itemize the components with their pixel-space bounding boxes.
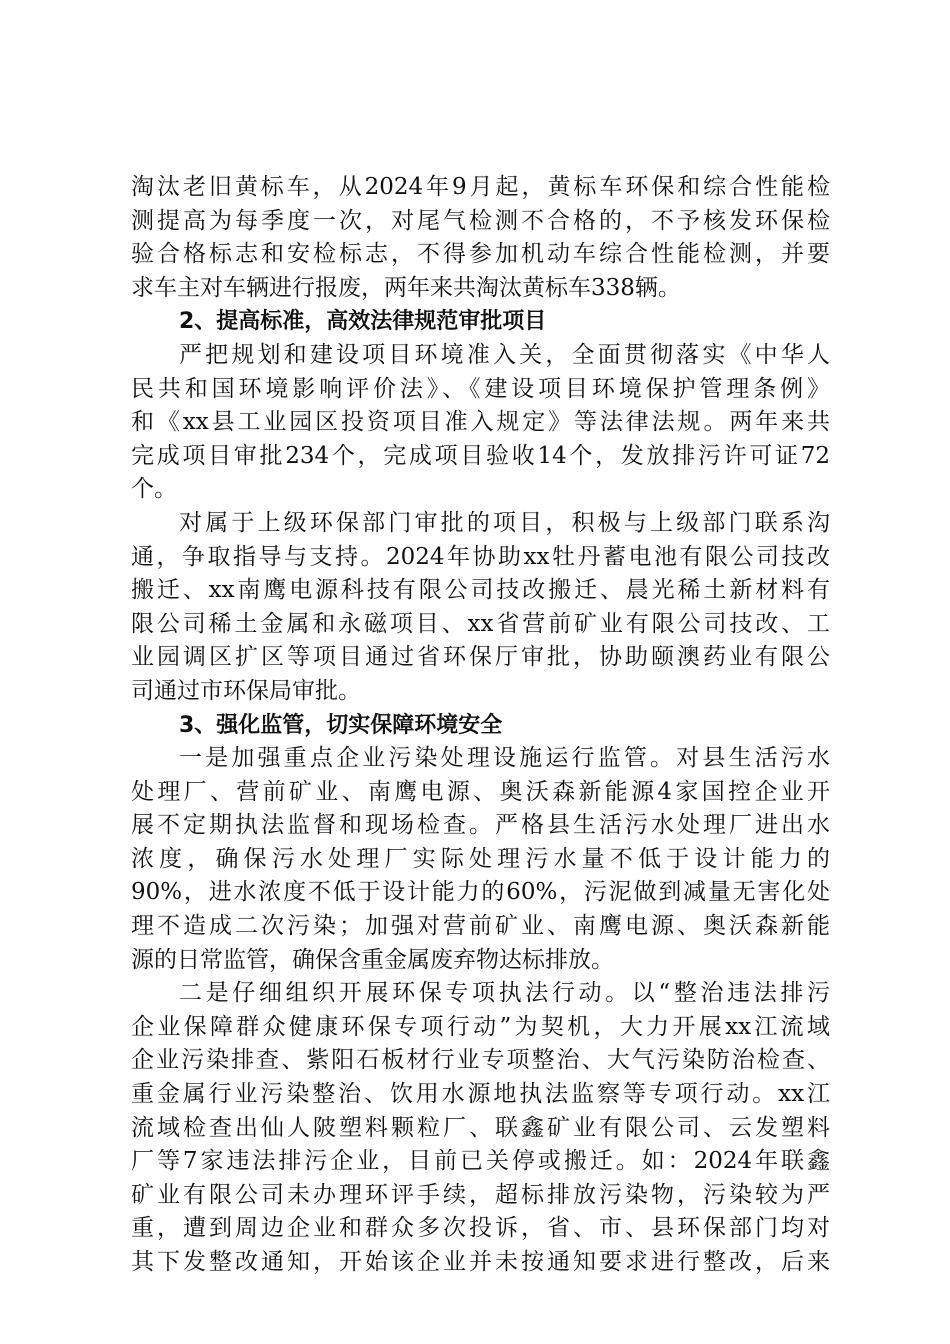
- text-line: 业园调区扩区等项目通过省环保厅审批，协助颐澳药业有限公: [131, 644, 830, 671]
- text-line: 90%，进水浓度不低于设计能力的60%，污泥做到减量无害化处: [131, 879, 830, 906]
- text-line: 和《xx县工业园区投资项目准入规定》等法律法规。两年来共: [131, 409, 830, 436]
- paragraph-last-line: 司通过市环保局审批。: [131, 677, 361, 704]
- text-line: 理不造成二次污染；加强对营前矿业、南鹰电源、奥沃森新能: [131, 913, 830, 940]
- paragraph-last-line: 源的日常监管，确保含重金属废弃物达标排放。: [131, 946, 614, 973]
- text-line: 淘汰老旧黄标车，从2024年9月起，黄标车环保和综合性能检: [131, 174, 830, 200]
- text-line: 企业污染排查、紫阳石板材行业专项整治、大气污染防治检查、: [131, 1047, 830, 1074]
- text-line: 测提高为每季度一次，对尾气检测不合格的，不予核发环保检: [131, 207, 830, 234]
- text-line: 重金属行业污染整治、饮用水源地执法监察等专项行动。xx江: [131, 1081, 830, 1108]
- text-line: 厂等7家违法排污企业，目前已关停或搬迁。如：2024年联鑫: [131, 1148, 830, 1175]
- text-line: 处理厂、营前矿业、南鹰电源、奥沃森新能源4家国控企业开: [131, 778, 830, 805]
- text-line: 搬迁、xx南鹰电源科技有限公司技改搬迁、晨光稀土新材料有: [131, 577, 830, 604]
- text-line: 限公司稀土金属和永磁项目、xx省营前矿业有限公司技改、工: [131, 610, 830, 637]
- section-heading: 3、强化监管，切实保障环境安全: [179, 712, 503, 738]
- paragraph-first-line: 严把规划和建设项目环境准入关，全面贯彻落实《中华人: [179, 341, 830, 368]
- text-line: 矿业有限公司未办理环评手续，超标排放污染物，污染较为严: [131, 1181, 830, 1208]
- document-body: [131, 171, 830, 1280]
- section-heading: 2、提高标准，高效法律规范审批项目: [179, 309, 547, 335]
- paragraph-first-line: 一是加强重点企业污染处理设施运行监管。对县生活污水: [179, 745, 830, 772]
- paragraph-first-line: 对属于上级环保部门审批的项目，积极与上级部门联系沟: [179, 509, 830, 536]
- text-line: 民共和国环境影响评价法》、《建设项目环境保护管理条例》: [131, 375, 830, 402]
- text-line: 重，遭到周边企业和群众多次投诉，省、市、县环保部门均对: [131, 1215, 830, 1242]
- text-line: 验合格标志和安检标志，不得参加机动车综合性能检测，并要: [131, 241, 830, 268]
- text-line: 流域检查出仙人陂塑料颗粒厂、联鑫矿业有限公司、云发塑料: [131, 1114, 830, 1141]
- paragraph-last-line: 求车主对车辆进行报废，两年来共淘汰黄标车338辆。: [131, 274, 681, 301]
- text-line: 完成项目审批234个，完成项目验收14个，发放排污许可证72: [131, 442, 830, 469]
- text-line: 企业保障群众健康环保专项行动”为契机，大力开展xx江流域: [131, 1013, 830, 1040]
- paragraph-last-line: 个。: [131, 476, 177, 503]
- text-line: 其下发整改通知，开始该企业并未按通知要求进行整改，后来: [131, 1249, 830, 1275]
- paragraph-first-line: 二是仔细组织开展环保专项执法行动。以“整治违法排污: [179, 980, 830, 1007]
- text-line: 通，争取指导与支持。2024年协助xx牡丹蓄电池有限公司技改: [131, 543, 830, 570]
- text-line: 展不定期执法监督和现场检查。严格县生活污水处理厂进出水: [131, 812, 830, 839]
- text-line: 浓度，确保污水处理厂实际处理污水量不低于设计能力的: [131, 845, 830, 872]
